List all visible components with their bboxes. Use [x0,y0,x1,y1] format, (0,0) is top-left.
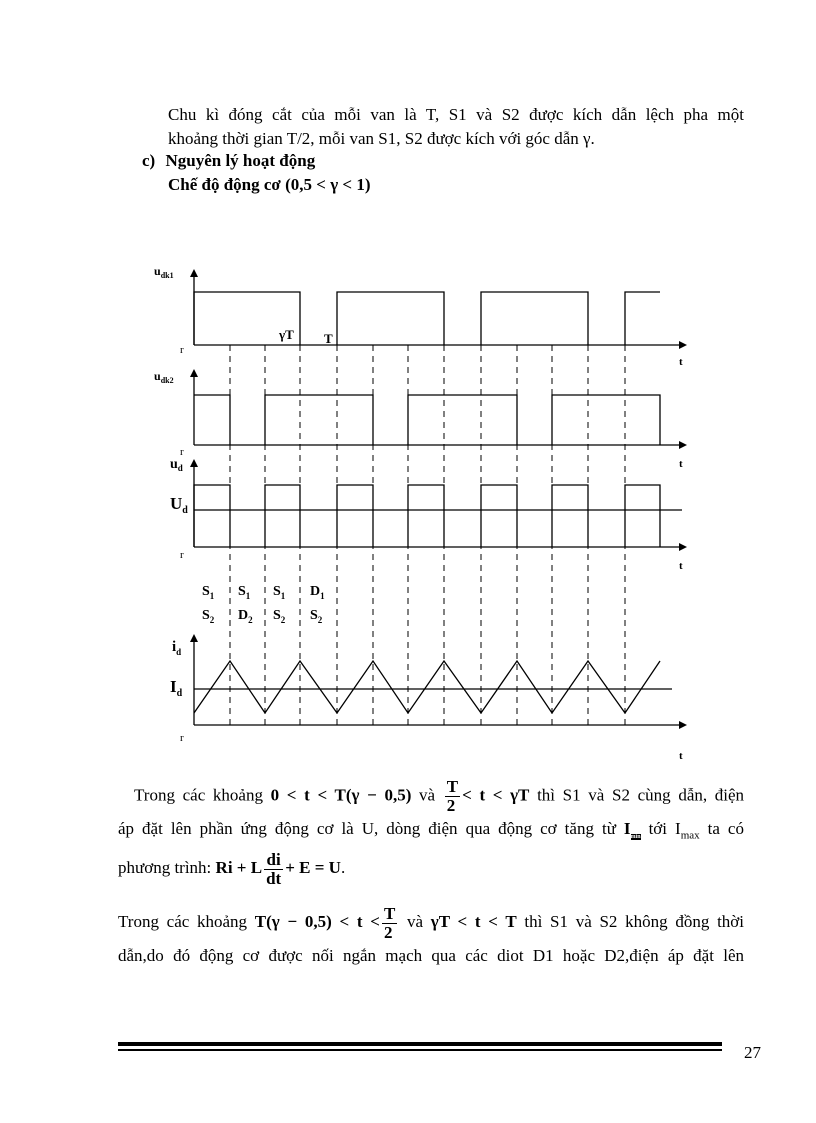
para1-text-line2c: ta có [707,819,744,838]
subtitle-math: 0,5 < γ < 1 [290,175,365,194]
page-number: 27 [744,1043,761,1062]
label-I-d: $I_d$ [170,677,183,699]
t-label-1: t [679,356,683,368]
origin-2: r [180,446,184,458]
svg-text:S1: $S_1$ [273,584,286,601]
para1-fraction: $\frac{T}{2}$ [446,777,459,815]
t-label-3: t [679,560,683,572]
svg-text:S2: $S_2$ [273,608,286,625]
footer-rule-thin [118,1049,722,1051]
i-d-current-wave [194,661,660,713]
para1-imax: tới $I_{max}$ [648,819,700,842]
x-axis-arrow [679,441,687,449]
state-3 [273,584,286,625]
u-dk1-pulse [625,292,660,345]
x-axis-arrow [679,721,687,729]
footer-rule-thick [118,1042,722,1046]
section-label: c) [142,151,156,170]
label-u-dk2: $u_{dk2}$ [154,369,174,385]
label-i-d: $i_d$ [172,639,182,657]
state-2 [238,584,253,625]
t-label-2: t [679,458,683,470]
para1-line-3 [118,848,345,888]
svg-text:S1: $S_1$ [238,584,251,601]
time-markers [230,345,625,725]
x-axis-arrow [679,341,687,349]
u-dk1-pulse [481,292,588,345]
para1-line-2 [118,818,744,848]
label-u-dk1: $u_{dk1}$ [154,264,174,280]
para1-text-a: Trong các khoảng [134,785,263,805]
para1-line-1 [134,778,744,815]
u-d-pulse [265,485,300,547]
svg-text:D1: $D_1$ [310,584,325,601]
svg-text:S2: $S_2$ [310,608,323,625]
y-axis-arrow [190,269,198,277]
svg-text:D2: $D_2$ [238,608,253,625]
state-1 [202,584,215,625]
u-d-pulse [337,485,373,547]
subtitle-prefix: Chế độ động cơ ( [168,175,291,194]
equation-part-b: + E = U [285,858,341,877]
intro-line-2: khoảng thời gian T/2, mỗi van S1, S2 được kích với góc dẫn γ. [168,129,595,148]
equation-fraction: $\frac{di}{dt}$ [266,849,282,888]
equation-end: . [340,858,346,877]
y-axis-arrow [190,634,198,642]
equation-part-a: Ri + L [215,858,263,877]
para2-fraction: $\frac{T}{2}$ [383,903,396,942]
u-d-pulse [552,485,588,547]
section-title: Nguyên lý hoạt động [165,151,316,170]
section-subtitle [168,174,371,196]
u-dk2-pulse [265,395,373,445]
label-u-d: $u_d$ [170,457,183,473]
para1-text-line2a: áp đặt lên phần ứng động cơ là U, dòng điện qua động cơ tăng từ [118,819,616,838]
t-label-4: t [679,750,683,762]
u-d-pulse [481,485,517,547]
para2-text-c: thì S1 và S2 không đồng thời [524,912,745,931]
para1-text-line3: phương trình: [118,858,212,877]
para1-math-1: 0 < t < T(γ − 0,5) [270,785,412,805]
para2-line-2: dẫn,do đó động cơ được nối ngắn mạch qua các diot D1 hoặc D2,điện áp đặt lên [118,946,744,965]
subtitle-suffix: ) [364,175,371,194]
section-heading [142,150,315,172]
y-axis-arrow [190,459,198,467]
para2-math-1: T(γ − 0,5) < t < [254,912,380,931]
u-d-pulse [625,485,660,547]
para2-text-b: và [407,912,424,931]
u-dk2-pulse [408,395,517,445]
u-dk2-pulse [552,395,660,445]
intro-line-1: Chu kì đóng cắt của mỗi van là T, S1 và S2 được kích dẫn lệch pha một [168,105,744,124]
origin-4: r [180,732,184,744]
state-4 [310,584,325,625]
waveforms [194,292,682,713]
label-T: T [324,331,333,346]
waveform-diagram [150,255,695,765]
label-gammaT: γT [279,327,294,342]
origin-1: r [180,344,184,356]
para1-math-2: < t < γT [462,785,530,805]
para2-text-a: Trong các khoảng [118,912,248,931]
label-U-d: $U_d$ [170,494,188,516]
origin-3: r [180,549,184,561]
y-axis-arrow [190,369,198,377]
svg-text:S2: $S_2$ [202,608,215,625]
u-d-pulse [194,485,230,547]
svg-text:S1: $S_1$ [202,584,215,601]
para2-line-1 [118,902,744,942]
para1-imin: $I_{min}$ [623,819,641,841]
para1-text-c: thì S1 và S2 cùng dẫn, điện [537,785,745,805]
u-d-pulse [408,485,444,547]
u-dk1-pulse [337,292,444,345]
para1-text-b: và [419,785,436,805]
para2-math-2: γT < t < T [430,912,517,931]
u-dk2-pulse [194,395,230,445]
x-axis-arrow [679,543,687,551]
